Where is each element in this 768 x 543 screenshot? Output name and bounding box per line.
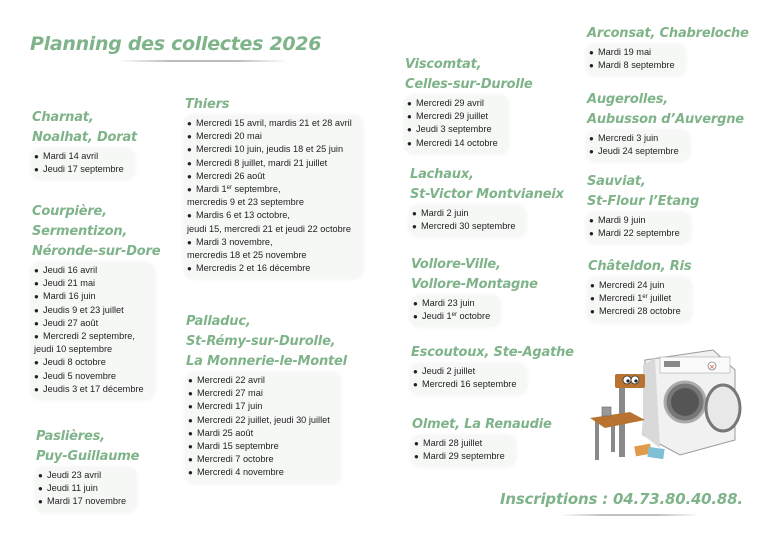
date-item: ● Mercredi 29 avril xyxy=(407,98,484,108)
date-item: ● Mercredi 22 avril xyxy=(188,375,265,385)
date-item: ● Mercredi 15 avril, mardis 21 et 28 avril xyxy=(187,118,352,128)
date-item: ● Mardi 22 septembre xyxy=(589,228,680,239)
town-name: Vollore-Montagne xyxy=(411,277,538,292)
title-underline xyxy=(118,60,288,62)
date-item: ● Jeudis 9 et 23 juillet xyxy=(34,304,124,315)
date-item: ● Mardi 19 mai xyxy=(589,47,652,57)
date-item: ● Mardi 14 avril xyxy=(34,151,99,161)
date-item: ● Mercredi 10 juin, jeudis 18 et 25 juin xyxy=(187,144,344,155)
town-name: Puy-Guillaume xyxy=(36,449,140,464)
block-arconsat xyxy=(587,24,749,75)
date-item: ● Mercredi 8 juillet, mardi 21 juillet xyxy=(187,157,328,168)
block-paslieres xyxy=(36,427,139,512)
dates-box xyxy=(185,116,362,278)
block-charnat xyxy=(32,108,137,179)
date-item-continued: mercredis 18 et 25 novembre xyxy=(187,250,307,261)
date-item: ● Mardi 3 novembre, xyxy=(187,236,273,247)
town-name: Châteldon, Ris xyxy=(588,259,692,274)
town-name: Celles-sur-Durolle xyxy=(405,77,533,92)
date-item: ● Mardi 29 septembre xyxy=(414,451,505,462)
dates-box xyxy=(32,263,154,399)
dates-box xyxy=(412,436,515,466)
date-item: ● Mercredi 29 juillet xyxy=(407,111,488,122)
block-chateldon xyxy=(588,257,691,322)
date-item: ● Jeudi 8 octobre xyxy=(34,357,106,368)
date-item-continued: jeudi 15, mercredi 21 et jeudi 22 octobre xyxy=(187,223,351,234)
washing-machine-icon xyxy=(643,350,740,455)
date-item: ● Mardi 16 juin xyxy=(34,291,96,302)
block-vollore xyxy=(411,255,538,326)
date-item-continued: mercredis 9 et 23 septembre xyxy=(187,197,304,208)
town-name: Augerolles, xyxy=(587,92,668,107)
dates-box xyxy=(405,96,508,153)
dates-box xyxy=(587,213,690,243)
town-name: St-Rémy-sur-Durolle, xyxy=(186,334,336,349)
town-name: Aubusson d’Auvergne xyxy=(587,112,744,127)
date-item: ● Mercredi 14 octobre xyxy=(407,137,498,148)
block-escoutoux xyxy=(411,343,574,394)
date-item: ● Mercredi 27 mai xyxy=(188,388,263,399)
date-item: ● Mercredi 7 octobre xyxy=(188,454,274,465)
date-item: ● Mercredi 28 octobre xyxy=(590,306,681,317)
dates-box xyxy=(411,296,500,326)
town-name: St-Flour l’Etang xyxy=(587,194,700,209)
dates-box xyxy=(410,206,525,236)
town-name: Vollore-Ville, xyxy=(411,257,501,272)
date-item: ● Mercredi 1er juillet xyxy=(590,293,672,304)
date-item: ● Mercredi 2 septembre, xyxy=(34,331,135,342)
town-name: Néronde-sur-Dore xyxy=(32,244,161,259)
date-item: ● Mardi 25 août xyxy=(188,427,254,438)
date-item: ● Mercredi 24 juin xyxy=(590,280,665,290)
block-courpiere xyxy=(32,202,160,399)
block-lachaux xyxy=(410,165,564,236)
washing-machine-chair-illustration xyxy=(585,340,755,470)
town-name: St-Victor Montvianeix xyxy=(410,187,564,202)
date-item: ● Mardi 9 juin xyxy=(589,215,646,225)
date-item: ● Mercredi 16 septembre xyxy=(413,379,517,390)
town-name: Charnat, xyxy=(32,110,94,125)
date-item: ● Mercredis 2 et 16 décembre xyxy=(187,263,311,274)
town-name: Escoutoux, Ste-Agathe xyxy=(411,345,574,360)
registration-phone: Inscriptions : 04.73.80.40.88. xyxy=(500,490,743,508)
date-item-continued: jeudi 10 septembre xyxy=(34,344,113,355)
town-name: Courpière, xyxy=(32,204,107,219)
page-title: Planning des collectes 2026 xyxy=(30,33,322,55)
block-sauviat xyxy=(587,172,699,243)
date-item: ● Jeudi 5 novembre xyxy=(34,370,117,381)
date-item: ● Jeudi 3 septembre xyxy=(407,124,492,135)
date-item: ● Mercredi 4 novembre xyxy=(188,467,284,478)
footer-underline xyxy=(560,514,700,516)
date-item: ● Mercredi 26 août xyxy=(187,170,265,181)
date-item: ● Jeudi 11 juin xyxy=(38,483,98,494)
date-item: ● Jeudis 3 et 17 décembre xyxy=(34,383,144,394)
date-item: ● Jeudi 21 mai xyxy=(34,278,96,289)
date-item: ● Jeudi 17 septembre xyxy=(34,164,124,175)
block-viscomtat xyxy=(405,55,533,153)
town-name: Arconsat, Chabreloche xyxy=(587,26,749,41)
block-augerolles xyxy=(587,90,744,161)
date-item: ● Mardi 1er septembre, xyxy=(187,184,281,195)
date-item: ● Mardi 23 juin xyxy=(413,298,475,308)
date-item: ● Jeudi 24 septembre xyxy=(589,146,679,157)
date-item: ● Mercredi 20 mai xyxy=(187,131,262,142)
date-item: ● Jeudi 1er octobre xyxy=(413,311,491,322)
date-item: ● Mercredi 17 juin xyxy=(188,401,263,412)
town-name: Sauviat, xyxy=(587,174,646,189)
dates-box xyxy=(587,131,689,161)
dates-box xyxy=(36,468,136,512)
date-item: ● Mardi 8 septembre xyxy=(589,60,675,71)
block-palladuc xyxy=(186,312,347,483)
town-name: Lachaux, xyxy=(410,167,474,182)
town-name: Paslières, xyxy=(36,429,105,444)
town-name: Viscomtat, xyxy=(405,57,482,72)
town-name: Thiers xyxy=(185,97,230,112)
dates-box xyxy=(411,364,526,394)
block-olmet xyxy=(412,415,552,466)
dates-box xyxy=(587,45,685,75)
date-item: ● Mardi 15 septembre xyxy=(188,441,279,452)
date-item: ● Jeudi 27 août xyxy=(34,317,99,328)
dates-box xyxy=(32,149,134,179)
town-name: Palladuc, xyxy=(186,314,251,329)
date-item: ● Mercredi 22 juillet, jeudi 30 juillet xyxy=(188,414,330,425)
date-item: ● Mercredi 3 juin xyxy=(589,133,659,143)
town-name: Noalhat, Dorat xyxy=(32,130,138,145)
date-item: ● Mardis 6 et 13 octobre, xyxy=(187,210,290,221)
svg-text:×: × xyxy=(709,363,715,371)
date-item: ● Mercredi 30 septembre xyxy=(412,221,516,232)
dates-box xyxy=(588,278,691,322)
books-icon xyxy=(634,444,664,459)
date-item: ● Mardi 28 juillet xyxy=(414,438,483,448)
town-name: La Monnerie-le-Montel xyxy=(186,354,347,369)
date-item: ● Jeudi 16 avril xyxy=(34,265,98,275)
town-name: Olmet, La Renaudie xyxy=(412,417,552,432)
dates-box xyxy=(186,373,340,483)
date-item: ● Jeudi 2 juillet xyxy=(413,366,476,376)
date-item: ● Jeudi 23 avril xyxy=(38,470,102,480)
block-thiers xyxy=(185,95,362,278)
town-name: Sermentizon, xyxy=(32,224,128,239)
date-item: ● Mardi 2 juin xyxy=(412,208,469,218)
date-item: ● Mardi 17 novembre xyxy=(38,496,127,507)
